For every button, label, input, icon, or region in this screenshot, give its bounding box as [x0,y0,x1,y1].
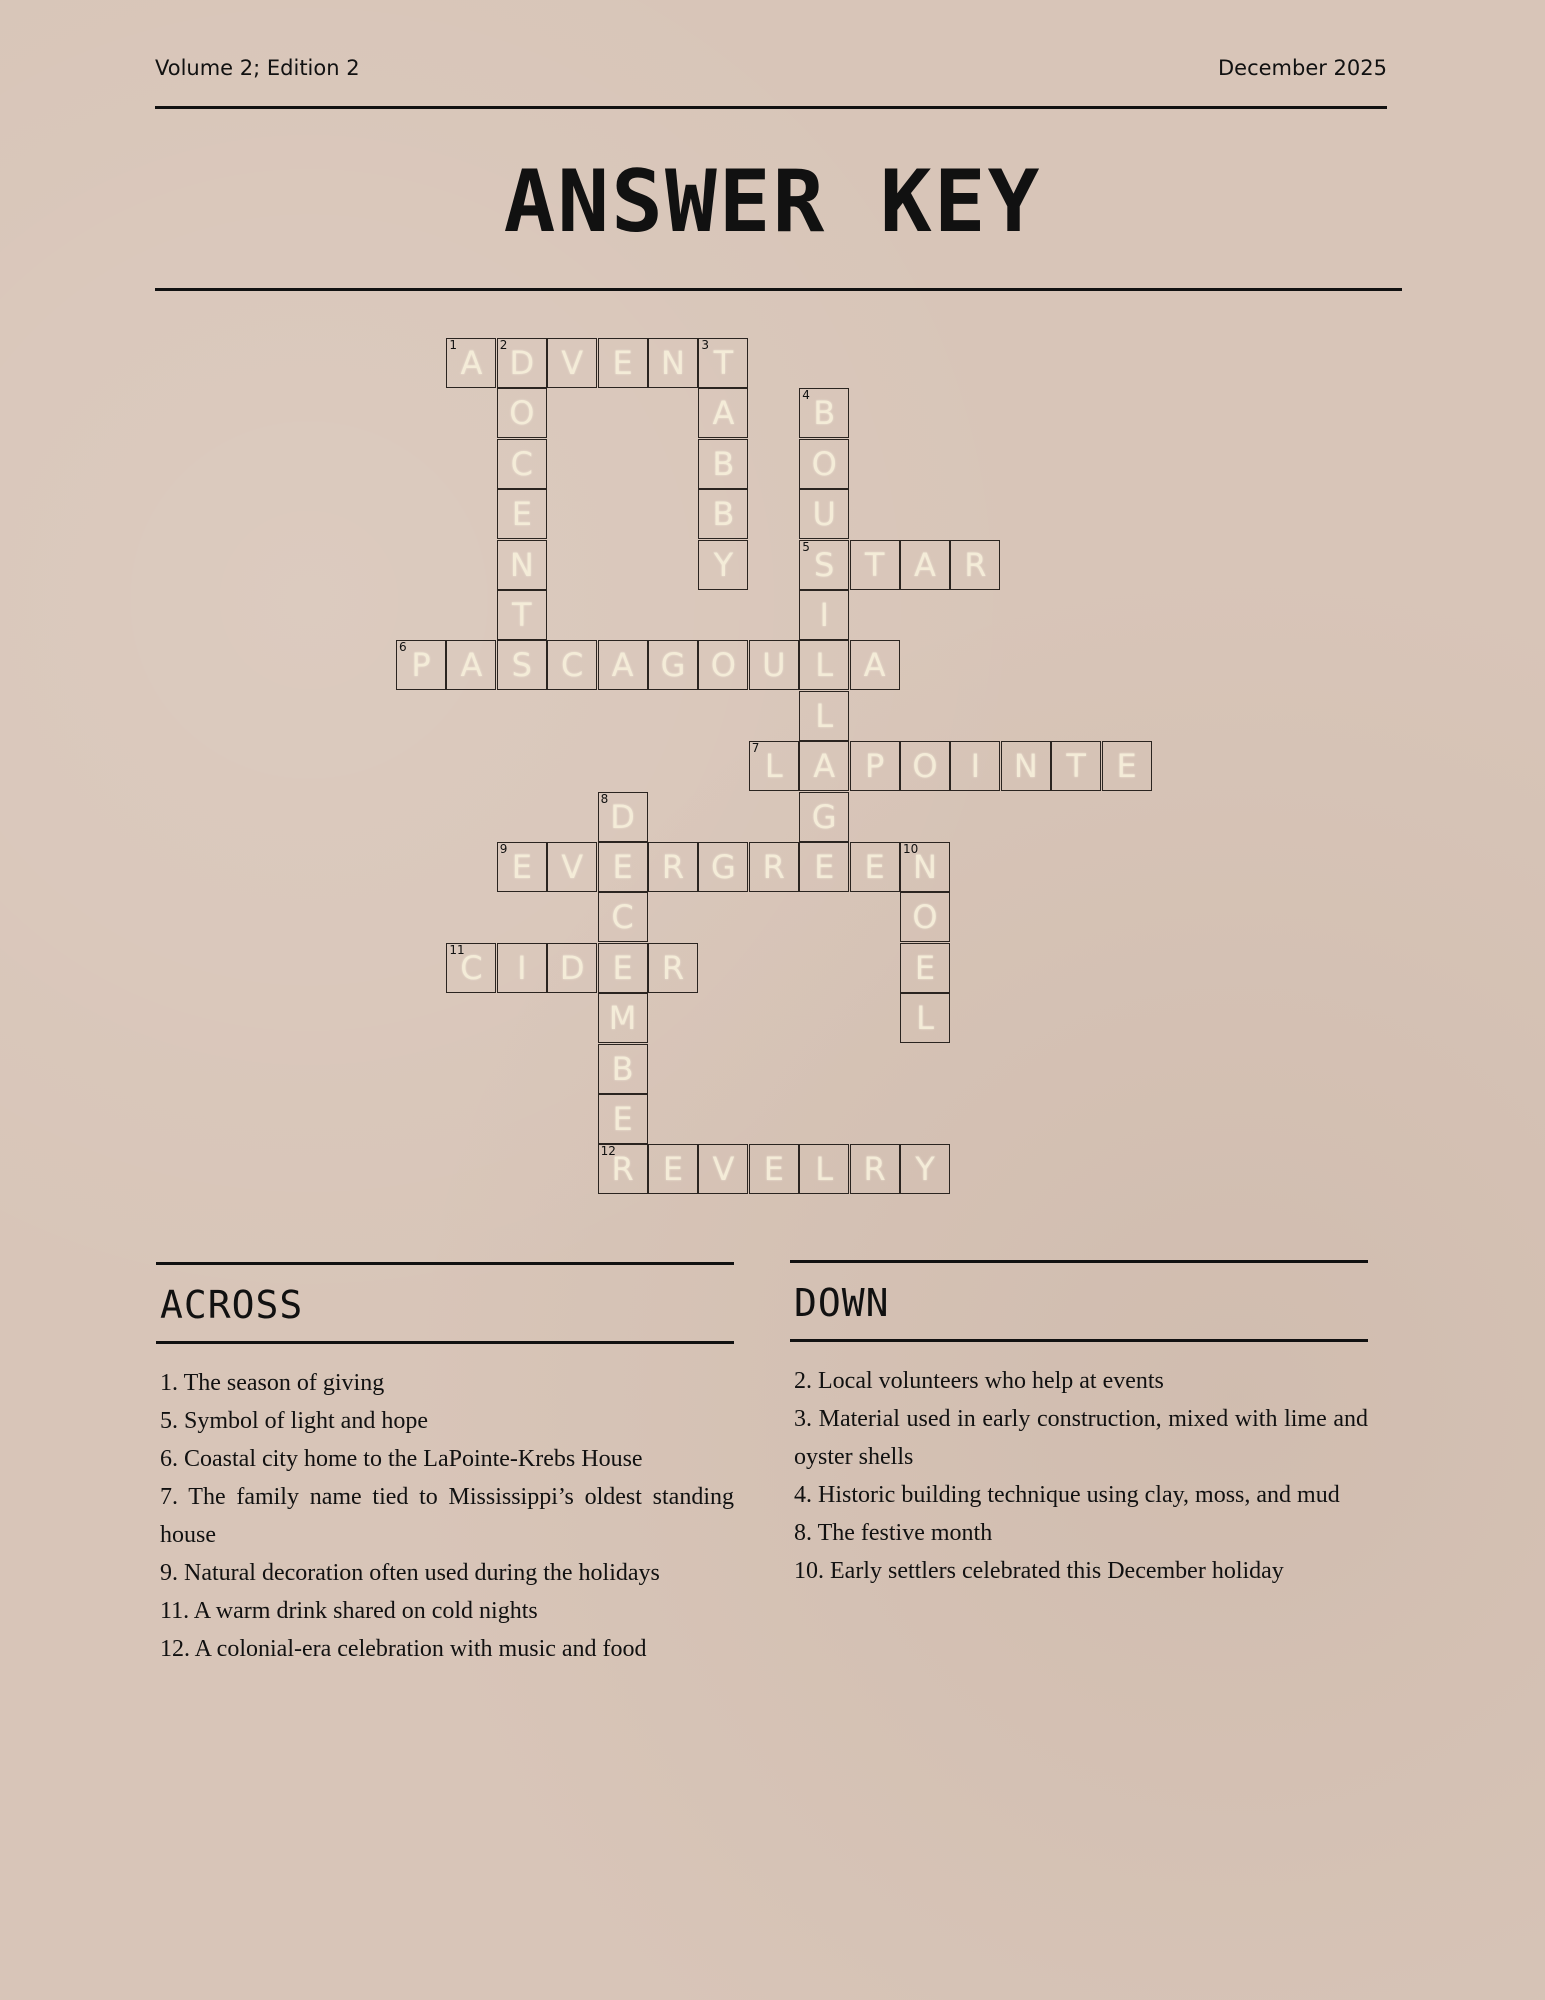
cell-letter: E [763,1150,784,1189]
grid-cell [547,640,597,690]
cell-letter: S [511,646,532,685]
cell-letter: A [712,394,735,433]
across-clue: 1. The season of giving [160,1370,385,1396]
cell-letter: G [660,646,686,685]
cell-letter: E [612,848,633,886]
across-clue: 7. The family name tied to Mississippi’s oldest standing house [160,1484,734,1548]
grid-cell [749,741,799,791]
cell-letter: R [863,1150,886,1189]
issue-date: December 2025 [1217,56,1387,80]
across-clue-list [160,1364,734,1668]
clue-number: 7 [751,741,760,756]
grid-cell [547,842,597,892]
grid-cell [850,1144,900,1194]
grid-cell [950,540,1000,590]
cell-letter: R [661,848,685,886]
grid-cell [1102,741,1152,791]
grid-cell [396,640,446,690]
cell-letter: N [913,848,937,886]
grid-cell [598,640,648,690]
grid-cell [446,943,496,993]
cell-letter: G [811,797,837,836]
cell-letter: L [815,646,834,685]
grid-cell [598,993,648,1043]
grid-cell [950,741,1000,791]
grid-cell [598,1144,648,1194]
grid-cell [497,489,547,539]
clue-number: 5 [802,539,810,554]
cell-letter: O [509,394,535,433]
grid-cell [648,338,698,388]
across-clue: 9. Natural decoration often used during the holidays [160,1560,660,1586]
grid-cell [850,640,900,690]
across-section [156,1262,734,1668]
cell-letter: E [612,948,633,987]
grid-cell [648,943,698,993]
grid-cell [799,640,849,690]
down-clue: 3. Material used in early construction, mixed with lime and oyster shells [794,1406,1368,1470]
grid-cell [598,338,648,388]
cell-letter: T [512,596,532,634]
down-heading: DOWN [794,1281,890,1325]
cell-letter: O [811,444,837,483]
grid-cell [598,842,648,892]
grid-cell [698,842,748,892]
volume-edition: Volume 2; Edition 2 [155,56,360,80]
cell-letter: C [460,948,483,987]
cell-letter: E [612,1100,633,1138]
cell-letter: L [916,999,934,1038]
cell-letter: R [611,1150,634,1189]
cell-letter: E [914,948,936,987]
cell-letter: D [610,797,635,836]
across-clue: 12. A colonial-era celebration with music and food [160,1636,647,1662]
cell-letter: N [661,344,685,382]
across-bottom-rule [156,1341,734,1344]
cell-letter: E [511,495,532,534]
cell-letter: A [813,747,836,786]
grid-cell [698,388,748,438]
down-section [790,1260,1368,1590]
cell-letter: Y [713,545,734,584]
grid-cell [497,590,547,640]
cell-letter: E [864,848,885,886]
grid-cell [648,842,698,892]
grid-cell [446,338,496,388]
grid-cell [850,842,900,892]
cell-letter: C [510,444,533,483]
grid-cell [698,540,748,590]
grid-cell [1001,741,1051,791]
cell-letter: I [819,596,829,634]
cell-letter: V [561,344,584,382]
clue-number: 10 [903,842,919,856]
cell-letter: A [611,646,634,685]
grid-cell [799,691,849,741]
grid-cell [497,439,547,489]
clue-number: 2 [499,338,508,352]
clue-number: 12 [600,1144,616,1159]
cell-letter: A [460,646,483,685]
cell-letter: T [1066,747,1086,786]
down-clue: 2. Local volunteers who help at events [794,1368,1164,1394]
cell-letter: L [815,1150,834,1189]
grid-cell [799,1144,849,1194]
clue-number: 3 [701,338,710,352]
grid-cell [850,741,900,791]
clue-number: 11 [449,942,465,957]
clue-number: 1 [449,338,458,352]
cell-letter: B [712,444,735,483]
grid-cell [900,842,950,892]
cell-letter: P [411,646,431,685]
cell-letter: I [517,948,527,987]
cell-letter: N [1013,747,1038,786]
cell-letter: C [611,898,634,937]
clue-number: 9 [499,842,508,856]
grid-cell [850,540,900,590]
cell-letter: E [1116,747,1137,786]
grid-cell [446,640,496,690]
grid-cell [598,943,648,993]
grid-cell [698,338,748,388]
down-clue: 10. Early settlers celebrated this December holiday [794,1558,1284,1584]
grid-cell [749,640,799,690]
cell-letter: U [812,495,836,534]
down-bottom-rule [790,1339,1368,1342]
cell-letter: E [511,848,532,886]
cell-letter: T [864,545,885,584]
cell-letter: N [509,545,534,584]
across-clue: 11. A warm drink shared on cold nights [160,1598,538,1624]
grid-cell [799,439,849,489]
grid-cell [497,842,547,892]
across-heading: ACROSS [160,1283,304,1327]
grid-cell [799,590,849,640]
cell-letter: T [713,344,734,382]
cell-letter: G [710,848,736,886]
grid-cell [497,338,547,388]
down-clue: 8. The festive month [794,1520,993,1546]
grid-cell [698,439,748,489]
cell-letter: O [912,747,938,786]
grid-cell [749,1144,799,1194]
grid-cell [799,741,849,791]
cell-letter: M [608,999,637,1038]
grid-cell [799,489,849,539]
cell-letter: D [509,344,535,382]
cell-letter: R [762,848,785,886]
grid-cell [698,640,748,690]
cell-letter: B [611,1049,634,1088]
cell-letter: R [964,545,987,584]
grid-cell [547,943,597,993]
grid-cell [698,489,748,539]
cell-letter: A [914,545,936,584]
cell-letter: E [662,1150,684,1189]
cell-letter: L [764,747,783,786]
grid-cell [547,338,597,388]
cell-letter: B [712,495,735,534]
cell-letter: L [815,696,834,735]
cell-letter: Y [915,1150,935,1189]
clue-number: 8 [600,791,609,806]
grid-cell [497,943,547,993]
grid-cell [497,388,547,438]
cell-letter: B [813,394,836,433]
grid-cell [497,640,547,690]
grid-cell [900,993,950,1043]
cell-letter: C [561,646,584,685]
grid-cell [648,1144,698,1194]
cell-letter: E [814,848,835,886]
cell-letter: O [912,898,938,937]
cell-letter: S [814,545,835,584]
cell-letter: V [712,1150,735,1189]
cell-letter: A [863,646,886,685]
cell-letter: A [460,344,483,382]
grid-cell [799,540,849,590]
grid-cell [799,792,849,842]
grid-cell [698,1144,748,1194]
grid-cell [749,842,799,892]
grid-cell [648,640,698,690]
cell-letter: O [710,646,736,685]
clue-number: 6 [399,640,407,655]
grid-cell [598,792,648,842]
grid-cell [900,892,950,942]
grid-cell [598,1094,648,1144]
across-clue: 6. Coastal city home to the LaPointe-Krebs House [160,1446,643,1472]
grid-cell [900,540,950,590]
page-title: ANSWER KEY [503,152,1042,252]
cell-letter: P [864,747,885,786]
grid-cell [900,943,950,993]
grid-cell [900,741,950,791]
grid-cell [1051,741,1101,791]
cell-letter: D [559,948,585,987]
grid-cell [598,892,648,942]
grid-cell [900,1144,950,1194]
cell-letter: R [661,948,685,987]
down-clue: 4. Historic building technique using clay, moss, and mud [794,1482,1340,1508]
clue-number: 4 [802,388,810,403]
down-top-rule [790,1260,1368,1263]
across-clue: 5. Symbol of light and hope [160,1408,428,1434]
cell-letter: E [612,344,633,382]
grid-cell [497,540,547,590]
across-top-rule [156,1262,734,1265]
cell-letter: U [762,646,786,685]
grid-cell [799,842,849,892]
grid-cell [598,1044,648,1094]
down-clue-list [794,1362,1368,1590]
grid-cell [799,388,849,438]
cell-letter: V [561,848,584,886]
cell-letter: I [970,747,981,786]
